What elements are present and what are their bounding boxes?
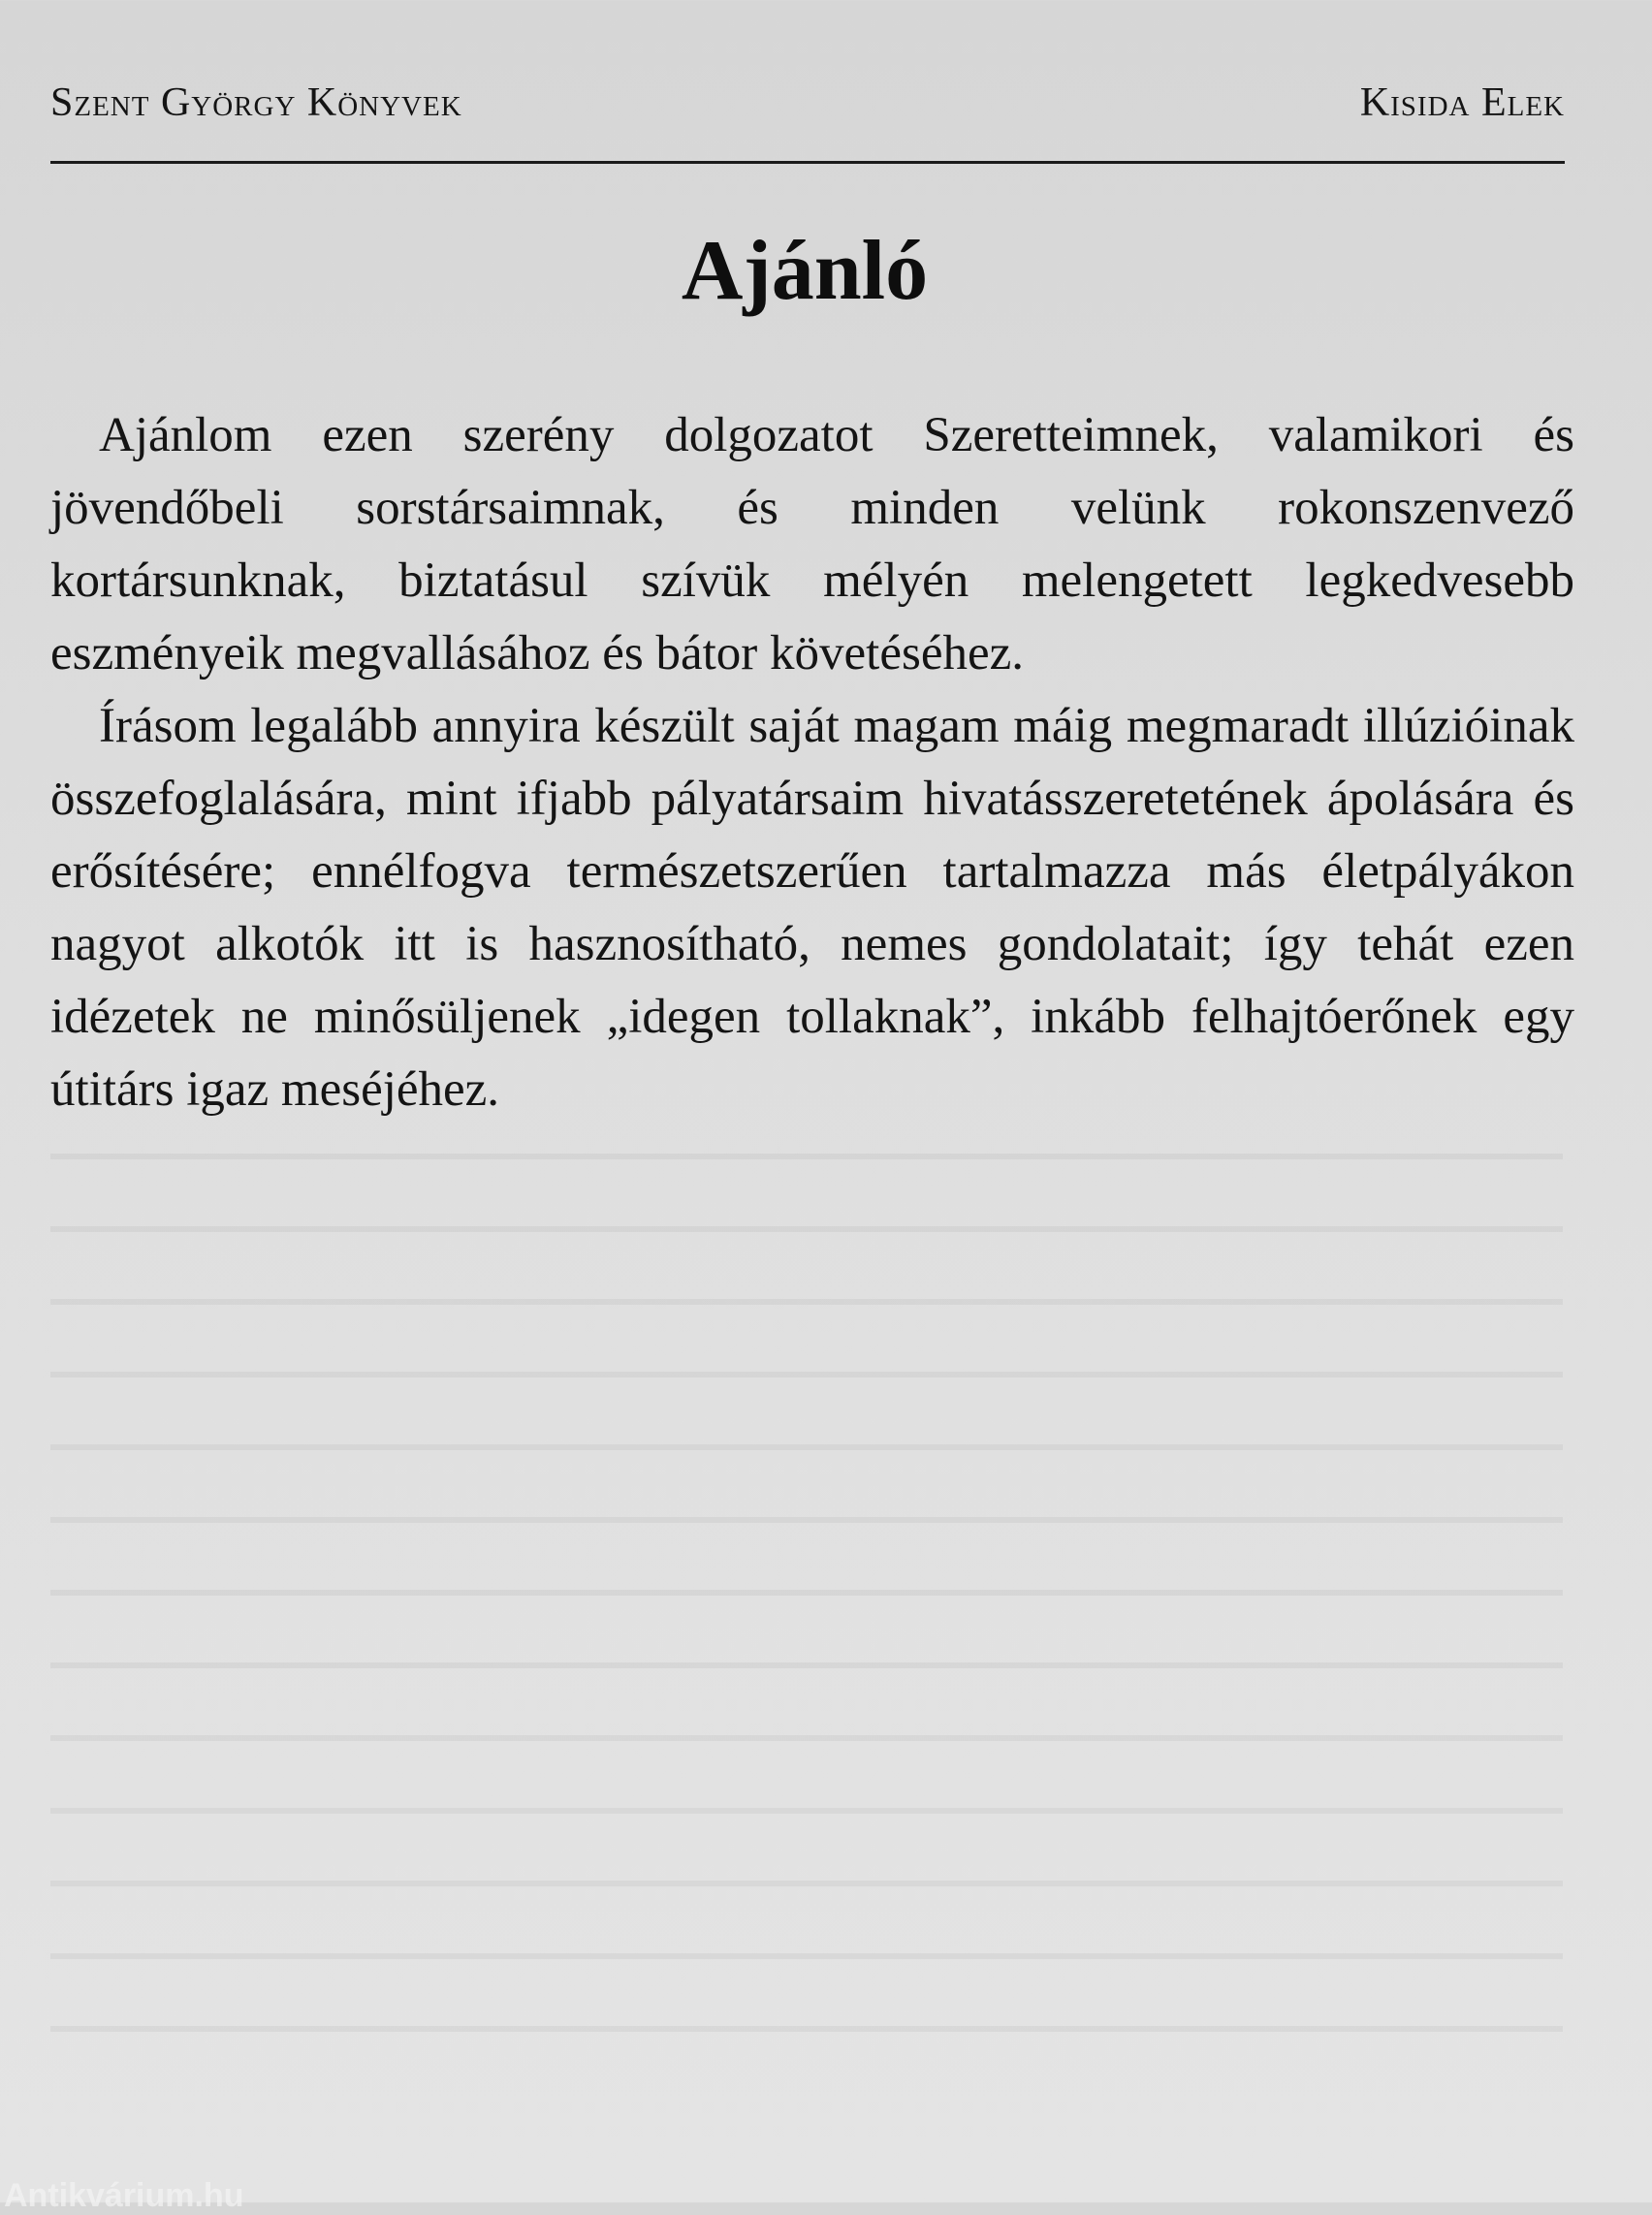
show-through-text bbox=[50, 1115, 1563, 2084]
body-text bbox=[50, 399, 1574, 1126]
header-rule bbox=[50, 161, 1565, 164]
author-name: Kisida Elek bbox=[1359, 80, 1565, 125]
paragraph-1: Ajánlom ezen szerény dolgozatot Szeretteimnek, valamikori és jövendőbeli sorstársaimnak, és minden velünk rokonszenvező kortársunknak, biztatásul szívük mélyén melengetett legkedvesebb eszményeik megvallásához és bátor követéséhez. bbox=[50, 408, 1574, 680]
page-title: Ajánló bbox=[681, 224, 929, 318]
running-head bbox=[50, 79, 1565, 138]
paragraph-2: Írásom legalább annyira készült saját magam máig megmaradt illúzióinak összefoglalására, mint ifjabb pályatársaim hivatásszeretetének ápolására és erősítésére; ennélfogva természetszerűen tartalmazza más életpályákon nagyot alkotók itt is hasznosítható, nemes gondolatait; így tehát ezen idézetek ne minősüljenek „idegen tollaknak”, inkább felhajtóerőnek egy útitárs igaz meséjéhez. bbox=[50, 699, 1574, 1117]
watermark: Antikvárium.hu bbox=[4, 2177, 244, 2214]
series-title: Szent György Könyvek bbox=[50, 80, 462, 125]
